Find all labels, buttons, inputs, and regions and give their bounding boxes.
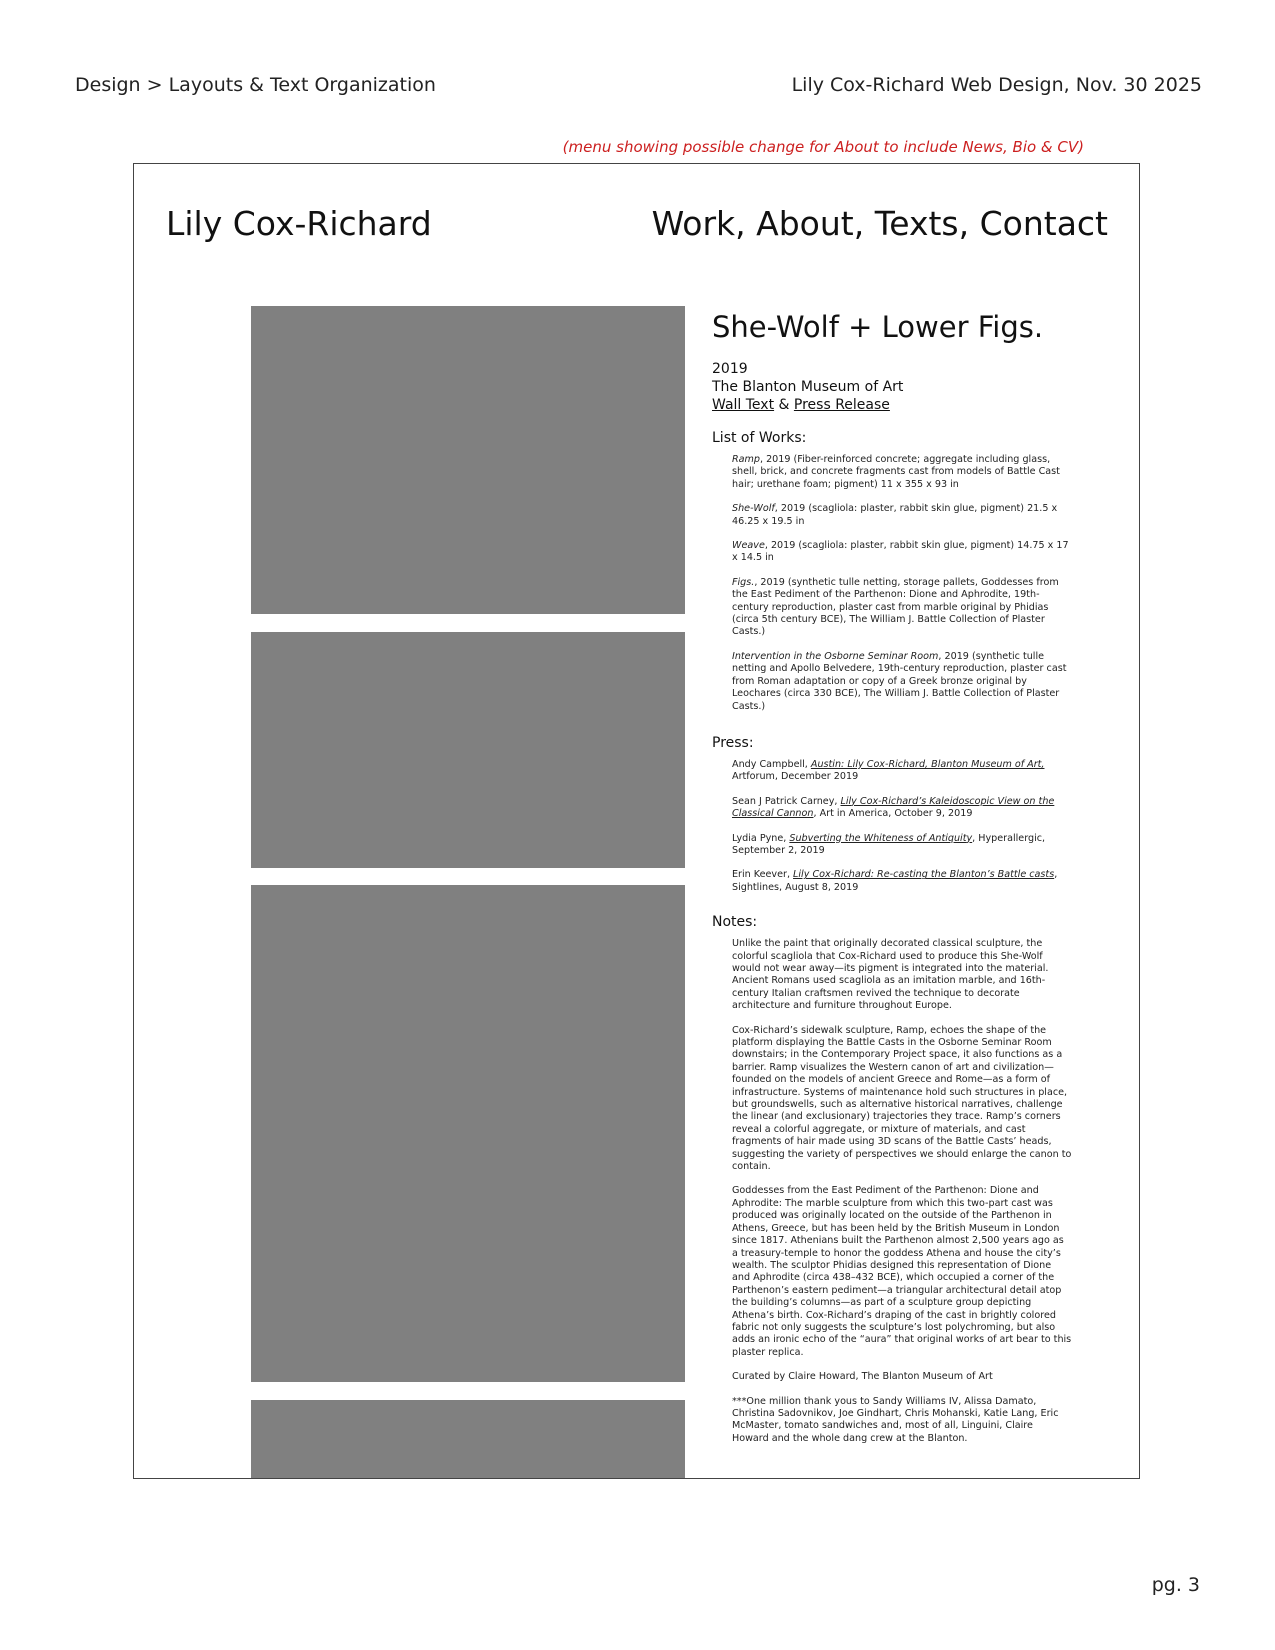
notes-paragraph: Goddesses from the East Pediment of the Parthenon: Dione and Aphrodite: The marble sculpture from which this two-part cast was produced was originally located on the outside of the Parthenon in Athens, Greece, but has been held by the British Museum in London since 1817. Athenians built the Parthenon almost 2,500 years ago as a treasury-temple to honor the goddess Athena and house the city’s wealth. The sculptor Phidias designed this representation of Dione and Aphrodite (circa 438–432 BCE), which occupied a corner of the Parthenon’s eastern pediment—a triangular architectural detail atop the building’s columns—as part of a sculpture group depicting Athena’s birth. Cox-Richard’s draping of the cast in brightly colored fabric not only suggests the sculpture’s lost polychroming, but also adds an ironic echo of the “aura” that original works of art bear to this plaster replica. — [732, 1185, 1072, 1358]
work-meta — [712, 360, 1082, 414]
site-nav — [652, 204, 1108, 243]
image-placeholder[interactable] — [251, 306, 685, 614]
page-header-left: Design > Layouts & Text Organization — [75, 74, 436, 96]
press-link[interactable]: Lily Cox-Richard: Re-casting the Blanton’s Battle casts — [793, 869, 1055, 881]
wall-text-link[interactable]: Wall Text — [712, 397, 775, 413]
page-header-right: Lily Cox-Richard Web Design, Nov. 30 2025 — [791, 74, 1202, 96]
page-number: pg. 3 — [1151, 1574, 1200, 1596]
site-title[interactable]: Lily Cox-Richard — [166, 204, 432, 243]
press-link[interactable]: Austin: Lily Cox-Richard, Blanton Museum of Art, — [810, 758, 1045, 770]
press-list — [732, 759, 1072, 894]
curator-credit: Curated by Claire Howard, The Blanton Museum of Art — [732, 1371, 993, 1383]
list-item: She-Wolf, 2019 (scagliola: plaster, rabbit skin glue, pigment) 21.5 x 46.25 x 19.5 in — [732, 503, 1058, 527]
nav-item-texts[interactable]: Texts — [874, 204, 959, 243]
press-link[interactable]: Subverting the Whiteness of Antiquity — [789, 832, 973, 844]
list-item: Ramp, 2019 (Fiber-reinforced concrete; aggregate including glass, shell, brick, and concrete fragments cast from models of Battle Cast hair; urethane foam; pigment) 11 x 355 x 93 in — [732, 454, 1060, 490]
nav-item-work[interactable]: Work — [651, 204, 736, 243]
list-item: Weave, 2019 (scagliola: plaster, rabbit skin glue, pigment) 14.75 x 17 x 14.5 in — [732, 540, 1069, 564]
nav-item-about[interactable]: About — [756, 204, 854, 243]
work-links — [712, 396, 1082, 414]
work-venue: The Blanton Museum of Art — [712, 379, 904, 395]
list-item: Figs., 2019 (synthetic tulle netting, storage pallets, Goddesses from the East Pediment of the Parthenon: Dione and Aphrodite, 19th-century reproduction, plaster cast from marble original by Phidias (circa 5th century BCE), The William J. Battle Collection of Plaster Casts.) — [732, 576, 1059, 638]
press-release-link[interactable]: Press Release — [793, 397, 890, 413]
image-placeholder[interactable] — [251, 1400, 685, 1479]
press-link[interactable]: Lily Cox-Richard’s Kaleidoscopic View on the Classical Cannon — [732, 795, 1055, 820]
acknowledgements: ***One million thank yous to Sandy Williams IV, Alissa Damato, Christina Sadovnikov, Joe Gindhart, Chris Mohanski, Katie Lang, Eric McMaster, tomato sandwiches and, most of all, Linguini, Claire Howard and the whole dang crew at the Blanton. — [732, 1395, 1059, 1444]
list-of-works — [732, 454, 1072, 713]
press-heading: Press: — [712, 734, 754, 751]
link-separator: & — [774, 397, 794, 413]
nav-item-contact[interactable]: Contact — [979, 204, 1108, 243]
image-placeholder[interactable] — [251, 632, 685, 868]
nav-separator: , — [958, 204, 980, 243]
press-item: Lydia Pyne, Subverting the Whiteness of Antiquity, Hyperallergic, September 2, 2019 — [732, 832, 1046, 856]
notes-heading: Notes: — [712, 914, 758, 931]
work-year: 2019 — [712, 361, 748, 377]
nav-separator: , — [735, 204, 757, 243]
work-title: She-Wolf + Lower Figs. — [712, 310, 1044, 344]
notes-paragraph: Cox-Richard’s sidewalk sculpture, Ramp, echoes the shape of the platform displaying the Battle Casts in the Osborne Seminar Room downstairs; in the Contemporary Project space, it also functions as a barrier. Ramp visualizes the Western canon of art and civilization—founded on the models of ancient Greece and Rome—as a form of infrastructure. Systems of maintenance hold such structures in place, but groundswells, such as alternative historical narratives, challenge the linear (and exclusionary) trajectories they trace. Ramp’s corners reveal a colorful aggregate, or mixture of materials, and cast fragments of hair made using 3D scans of the Battle Casts’ heads, suggesting the variety of perspectives we should enlarge the canon to contain. — [732, 1024, 1072, 1173]
press-item: Sean J Patrick Carney, Lily Cox-Richard’s Kaleidoscopic View on the Classical Cannon, Art in America, October 9, 2019 — [732, 795, 1055, 820]
image-placeholder[interactable] — [251, 885, 685, 1382]
notes-paragraph: Unlike the paint that originally decorated classical sculpture, the colorful scagliola that Cox-Richard used to produce this She-Wolf would not wear away—its pigment is integrated into the material. Ancient Romans used scagliola as an imitation marble, and 16th-century Italian craftsmen revived the technique to decorate architecture and furniture throughout Europe. — [732, 938, 1049, 1012]
press-item: Andy Campbell, Austin: Lily Cox-Richard, Blanton Museum of Art, Artforum, December 2019 — [732, 758, 1045, 783]
website-mockup-frame — [133, 163, 1140, 1479]
press-item: Erin Keever, Lily Cox-Richard: Re-casting the Blanton’s Battle casts, Sightlines, August 8, 2019 — [732, 869, 1058, 893]
notes-list — [732, 938, 1072, 1445]
list-item: Intervention in the Osborne Seminar Room, 2019 (synthetic tulle netting and Apollo Belvedere, 19th-century reproduction, plaster cast from Roman adaptation or copy of a Greek bronze original by Leochares (circa 330 BCE), The William J. Battle Collection of Plaster Casts.) — [732, 650, 1067, 712]
annotation-note: (menu showing possible change for About to include News, Bio & CV) — [562, 138, 1084, 156]
list-of-works-heading: List of Works: — [712, 430, 807, 446]
work-content — [712, 310, 1082, 1457]
nav-separator: , — [853, 204, 875, 243]
